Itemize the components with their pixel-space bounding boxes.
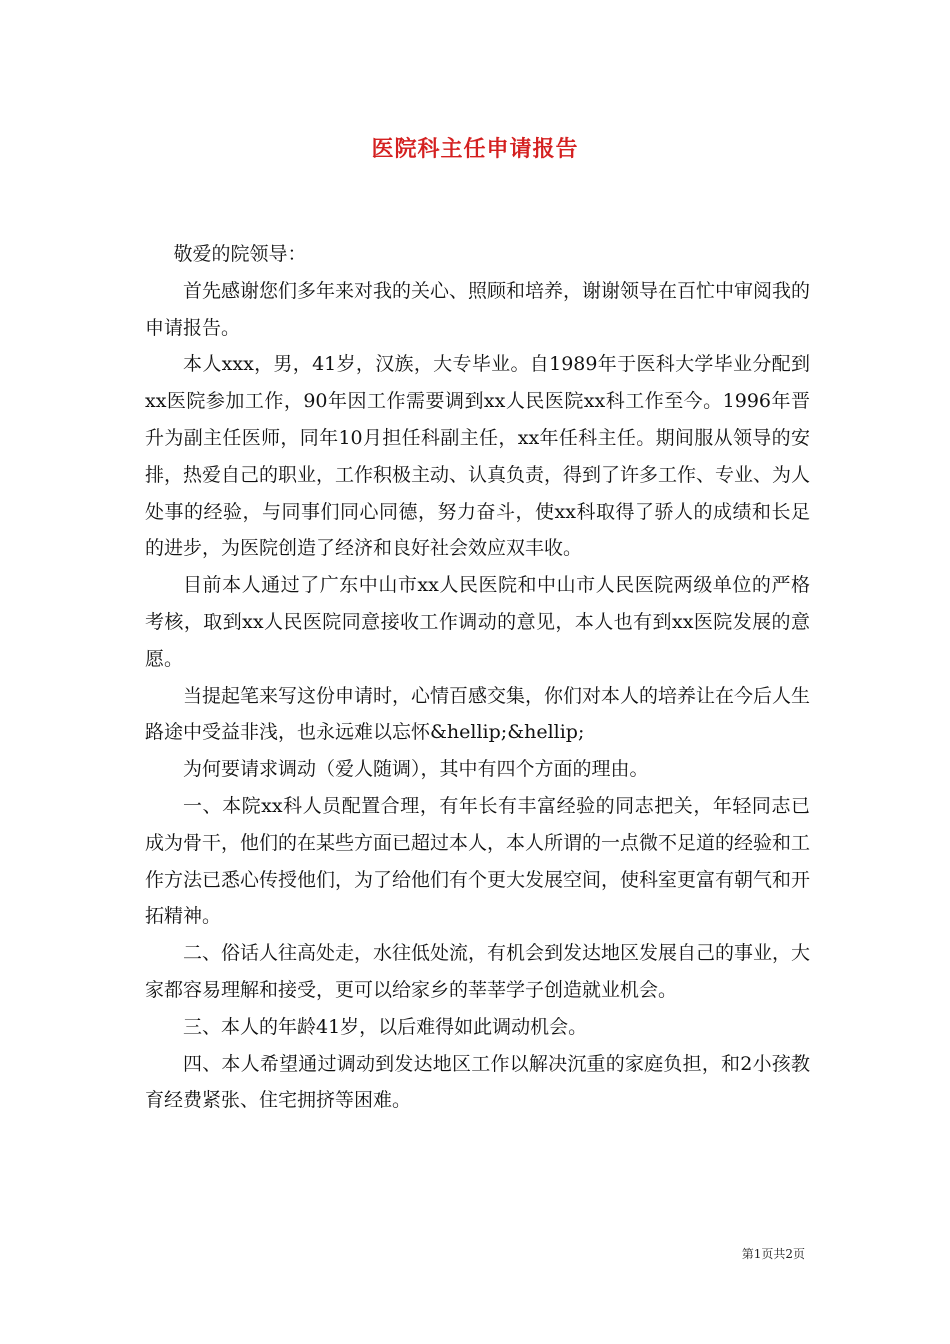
paragraph-current-status: 目前本人通过了广东中山市xx人民医院和中山市人民医院两级单位的严格考核，取到xx人民医院同意接收工作调动的意见，本人也有到xx医院发展的意愿。 (145, 574, 810, 670)
paragraph-reason-1: 一、本院xx科人员配置合理，有年长有丰富经验的同志把关，年轻同志已成为骨干，他们的在某些方面已超过本人，本人所谓的一点微不足道的经验和工作方法已悉心传授他们，为了给他们有个更大发展空间，使科室更富有朝气和开拓精神。 (145, 794, 811, 928)
paragraph-thanks: 首先感谢您们多年来对我的关心、照顾和培养，谢谢领导在百忙中审阅我的申请报告。 (145, 279, 811, 339)
paragraph-reasons-intro: 为何要请求调动（爱人随调），其中有四个方面的理由。 (183, 758, 649, 781)
document-body (145, 236, 810, 1119)
paragraph-background: 本人xxx，男，41岁，汉族，大专毕业。自1989年于医科大学毕业分配到xx医院参加工作，90年因工作需要调到xx人民医院xx科工作至今。1996年晋升为副主任医师，同年10月担任科副主任，xx年任科主任。期间服从领导的安排，热爱自己的职业，工作积极主动、认真负责，得到了许多工作、专业、为人处事的经验，与同事们同心同德，努力奋斗，使xx科取得了骄人的成绩和长足的进步，为医院创造了经济和良好社会效应双丰收。 (145, 353, 811, 560)
paragraph-feelings: 当提起笔来写这份申请时，心情百感交集，你们对本人的培养让在今后人生路途中受益非浅，也永远难以忘怀&hellip;&hellip; (145, 684, 811, 744)
paragraph-reason-4: 四、本人希望通过调动到发达地区工作以解决沉重的家庭负担，和2小孩教育经费紧张、住宅拥挤等困难。 (145, 1052, 810, 1112)
paragraph-reason-2: 二、俗话人往高处走，水往低处流，有机会到发达地区发展自己的事业，大家都容易理解和接受，更可以给家乡的莘莘学子创造就业机会。 (145, 942, 811, 1001)
salutation: 敬爱的院领导： (173, 243, 307, 265)
document-title: 医院科主任申请报告 (371, 136, 579, 162)
paragraph-reason-3: 三、本人的年龄41岁，以后难得如此调动机会。 (183, 1015, 588, 1038)
page-number-footer: 第1页共2页 (741, 1247, 805, 1261)
